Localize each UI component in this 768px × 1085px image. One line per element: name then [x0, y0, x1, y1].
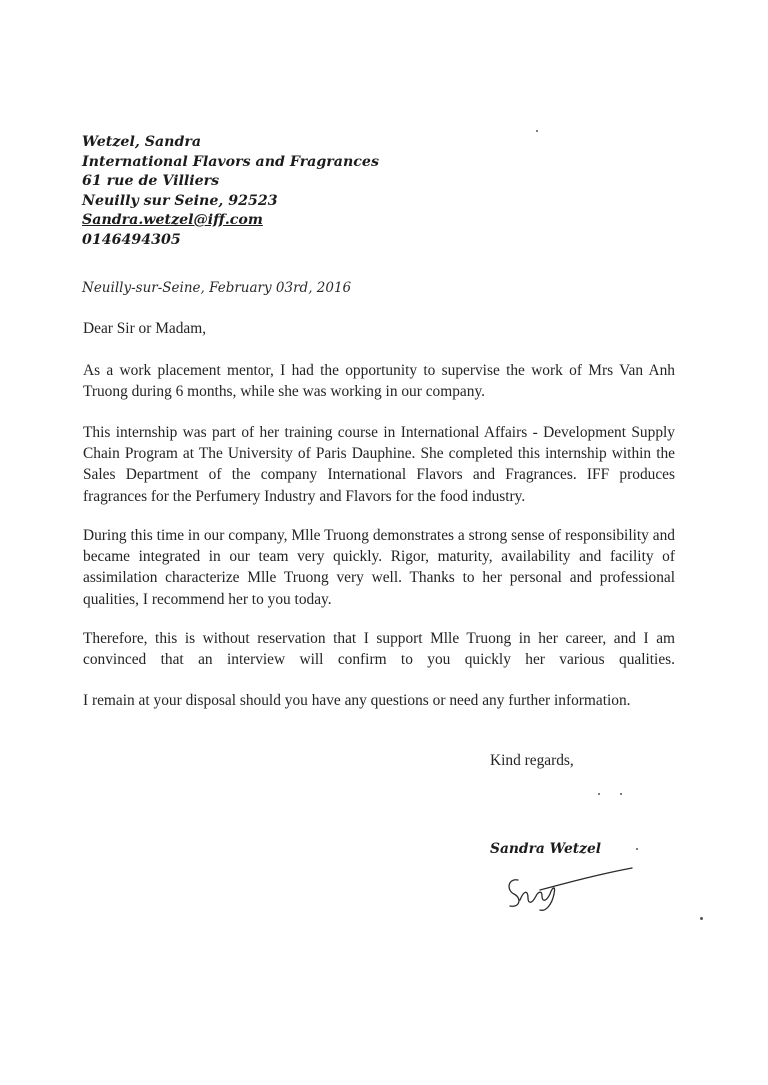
- signer-name: Sandra Wetzel: [490, 841, 601, 857]
- scan-speck: [536, 130, 538, 132]
- sender-name: Wetzel, Sandra: [82, 134, 202, 150]
- paragraph-1-text: As a work placement mentor, I had the opportunity to supervise the work of Mrs Van Anh Truong during 6 months, while she was working in our company.: [83, 362, 675, 401]
- paragraph-1: [83, 360, 675, 402]
- scan-speck: [636, 848, 638, 850]
- greeting-text: Dear Sir or Madam,: [83, 320, 207, 337]
- paragraph-5-text: I remain at your disposal should you have any questions or need any further information.: [83, 692, 631, 709]
- closing-text: Kind regards,: [490, 752, 574, 769]
- sender-city: Neuilly sur Seine, 92523: [82, 192, 278, 209]
- paragraph-4-text: Therefore, this is without reservation that I support Mlle Truong in her career, and I am convinced that an interview will confirm to you quickly her various qualities.: [83, 630, 675, 669]
- paragraph-3-text: During this time in our company, Mlle Truong demonstrates a strong sense of responsibility and became integrated in our team very quickly. Rigor, maturity, availability and facility of assimilation characterize Mlle Truong very well. Thanks to her personal and professional qualities, I recommend her to you today.: [83, 527, 675, 608]
- scan-speck: [598, 793, 600, 795]
- paragraph-3: [83, 525, 675, 610]
- paragraph-2: [83, 422, 675, 507]
- scan-speck: [700, 917, 703, 920]
- sender-phone: 0146494305: [82, 231, 181, 248]
- paragraph-2-text: This internship was part of her training course in International Affairs - Development Supply Chain Program at The University of Paris Dauphine. She completed this internship within the Sales Department of the company International Flavors and Fragrances. IFF produces fragrances for the Perfumery Industry and Flavors for the food industry.: [83, 424, 675, 505]
- scan-speck: [620, 793, 622, 795]
- paragraph-5: [83, 690, 675, 711]
- paragraph-4: [83, 628, 675, 670]
- sender-street: 61 rue de Villiers: [82, 173, 220, 189]
- signature-icon: [500, 860, 640, 920]
- sender-email-link[interactable]: Sandra.wetzel@iff.com: [82, 212, 263, 228]
- sender-address-block: [82, 133, 379, 250]
- sender-company: International Flavors and Fragrances: [82, 153, 379, 170]
- greeting: [83, 318, 675, 339]
- letter-date: Neuilly-sur-Seine, February 03rd, 2016: [82, 280, 352, 296]
